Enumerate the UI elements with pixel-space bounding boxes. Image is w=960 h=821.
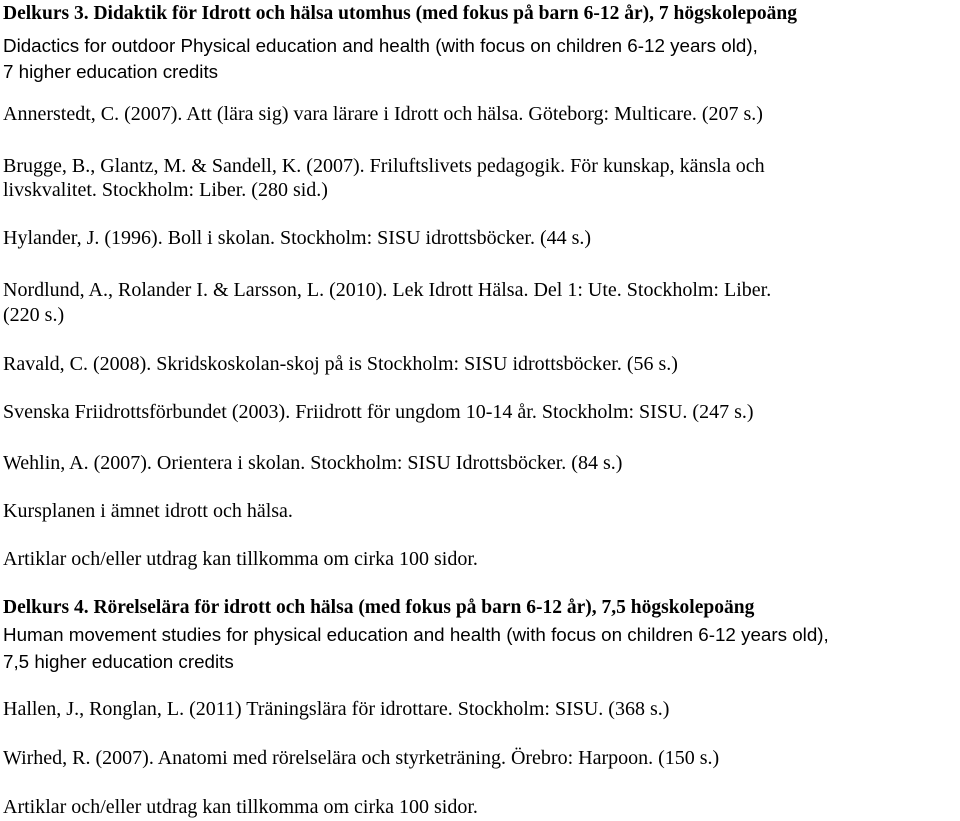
reference-nordlund: Nordlund, A., Rolander I. & Larsson, L. (2010). Lek Idrott Hälsa. Del 1: Ute. Stockholm: Liber.	[3, 279, 772, 301]
reference-brugge-continued: livskvalitet. Stockholm: Liber. (280 sid.)	[3, 179, 328, 201]
reference-wehlin: Wehlin, A. (2007). Orientera i skolan. Stockholm: SISU Idrottsböcker. (84 s.)	[3, 452, 623, 474]
reference-hylander: Hylander, J. (1996). Boll i skolan. Stockholm: SISU idrottsböcker. (44 s.)	[3, 227, 592, 249]
reference-artiklar-2: Artiklar och/eller utdrag kan tillkomma om cirka 100 sidor.	[3, 796, 478, 818]
delkurs3-english-credits: 7 higher education credits	[3, 61, 219, 82]
reference-wirhed: Wirhed, R. (2007). Anatomi med rörelselära och styrketräning. Örebro: Harpoon. (150 s.)	[3, 747, 720, 769]
reference-artiklar: Artiklar och/eller utdrag kan tillkomma om cirka 100 sidor.	[3, 548, 478, 570]
reference-ravald: Ravald, C. (2008). Skridskoskolan-skoj på is Stockholm: SISU idrottsböcker. (56 s.)	[3, 353, 678, 375]
reference-brugge: Brugge, B., Glantz, M. & Sandell, K. (2007). Friluftslivets pedagogik. För kunskap, känsla och	[3, 155, 765, 177]
reference-annerstedt: Annerstedt, C. (2007). Att (lära sig) vara lärare i Idrott och hälsa. Göteborg: Multicare. (207 s.)	[3, 103, 763, 125]
delkurs4-english-title: Human movement studies for physical education and health (with focus on children 6-12 years old),	[3, 624, 829, 645]
reference-friidrott: Svenska Friidrottsförbundet (2003). Friidrott för ungdom 10-14 år. Stockholm: SISU. (247 s.)	[3, 401, 754, 423]
delkurs4-english-credits: 7,5 higher education credits	[3, 651, 234, 672]
reference-kursplanen: Kursplanen i ämnet idrott och hälsa.	[3, 500, 293, 522]
delkurs3-heading: Delkurs 3. Didaktik för Idrott och hälsa utomhus (med fokus på barn 6-12 år), 7 högskolepoäng	[3, 3, 798, 24]
delkurs4-heading: Delkurs 4. Rörelselära för idrott och hälsa (med fokus på barn 6-12 år), 7,5 högskolepoäng	[3, 597, 755, 618]
delkurs3-english-title: Didactics for outdoor Physical education and health (with focus on children 6-12 years old),	[3, 35, 758, 56]
reference-nordlund-continued: (220 s.)	[3, 304, 65, 326]
reference-hallen: Hallen, J., Ronglan, L. (2011) Träningslära för idrottare. Stockholm: SISU. (368 s.)	[3, 698, 670, 720]
